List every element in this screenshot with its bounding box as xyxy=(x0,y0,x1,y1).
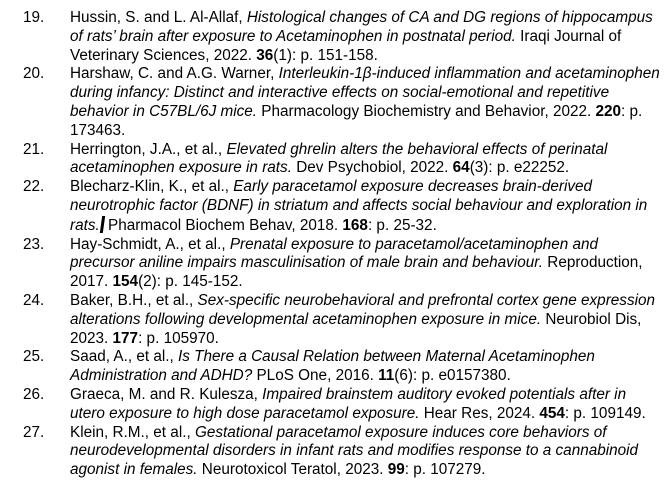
reference-journal: Reproduction, 2017. xyxy=(70,254,643,291)
reference-text xyxy=(70,65,660,140)
reference-journal: Iraqi Journal of Veterinary Sciences, 2022. xyxy=(70,27,622,64)
reference-number: 24. xyxy=(23,291,45,309)
reference-item xyxy=(0,178,668,235)
reference-item xyxy=(0,386,668,424)
reference-volume: 99 xyxy=(387,461,405,479)
reference-journal: PLoS One, 2016. xyxy=(252,367,379,385)
reference-authors: Graeca, M. and R. Kulesza, xyxy=(70,385,263,403)
reference-text xyxy=(70,386,660,424)
reference-text xyxy=(70,141,660,179)
reference-volume: 220 xyxy=(595,102,622,120)
reference-item xyxy=(0,424,668,480)
reference-title: Prenatal exposure to paracetamol/acetaminophen and precursor aniline impairs masculinisation of male brain and behaviour. xyxy=(70,235,599,272)
reference-number: 19. xyxy=(23,9,45,26)
reference-volume: 177 xyxy=(112,329,139,347)
reference-text xyxy=(70,292,660,348)
reference-volume: 11 xyxy=(378,367,395,385)
reference-pages: : p. 25-32. xyxy=(367,216,437,234)
reference-authors: Herrington, J.A., et al., xyxy=(70,140,227,158)
reference-pages: : p. 105970. xyxy=(138,329,219,347)
reference-item xyxy=(0,9,668,65)
reference-authors: Klein, R.M., et al., xyxy=(70,423,195,441)
reference-text xyxy=(70,236,660,292)
reference-title: Sex-specific neurobehavioral and prefrontal cortex gene expression alterations following developmental acetaminophen exposure in mice. xyxy=(70,291,656,328)
reference-title: Is There a Causal Relation between Maternal Acetaminophen Administration and ADHD? xyxy=(70,348,595,385)
reference-authors: Baker, B.H., et al., xyxy=(70,291,198,309)
reference-volume: 168 xyxy=(342,216,368,234)
reference-pages: (2): p. 145-152. xyxy=(138,273,243,291)
reference-volume: 64 xyxy=(452,159,470,177)
reference-authors: Saad, A., et al., xyxy=(70,348,178,366)
reference-item xyxy=(0,348,668,386)
reference-authors: Blecharz-Klin, K., et al., xyxy=(70,178,234,196)
reference-text xyxy=(70,178,660,235)
reference-pages: (6): p. e0157380. xyxy=(394,367,511,385)
reference-text xyxy=(70,9,660,65)
reference-journal: Hear Res, 2024. xyxy=(419,404,540,422)
reference-pages: (3): p. e22252. xyxy=(469,159,570,177)
reference-list xyxy=(0,9,668,480)
reference-volume: 154 xyxy=(112,273,139,291)
reference-item xyxy=(0,65,668,140)
reference-authors: Harshaw, C. and A.G. Warner, xyxy=(70,65,279,83)
reference-item xyxy=(0,292,668,348)
reference-journal: Neurotoxicol Teratol, 2023. xyxy=(197,461,388,479)
reference-journal: Pharmacol Biochem Behav, 2018. xyxy=(103,216,343,234)
reference-journal: Dev Psychobiol, 2022. xyxy=(291,159,453,177)
reference-pages: : p. 173463. xyxy=(70,102,643,139)
reference-item xyxy=(0,236,668,292)
reference-title: Interleukin-1β-induced inflammation and acetaminophen during infancy: Distinct and interactive effects on social-emotional and repetitive behavior in C57BL/6J mice. xyxy=(70,65,660,120)
reference-number: 27. xyxy=(23,423,45,441)
reference-number: 26. xyxy=(23,385,45,403)
reference-title: Early paracetamol exposure decreases brain-derived neurotrophic factor (BDNF) in striatum and affects social behaviour and exploration in rats. xyxy=(70,178,648,234)
reference-text xyxy=(70,348,660,386)
reference-number: 21. xyxy=(23,140,45,158)
reference-item xyxy=(0,141,668,179)
reference-volume: 36 xyxy=(256,46,274,64)
reference-pages: (1): p. 151-158. xyxy=(273,46,378,64)
reference-title: Histological changes of CA and DG regions of hippocampus of rats’ brain after exposure to Acetaminophen in postnatal period. xyxy=(70,9,653,45)
reference-number: 22. xyxy=(23,178,45,196)
reference-text xyxy=(70,424,660,480)
reference-pages: : p. 107279. xyxy=(404,461,486,479)
reference-pages: : p. 109149. xyxy=(564,404,646,422)
reference-journal: Neurobiol Dis, 2023. xyxy=(70,310,642,347)
reference-title: Elevated ghrelin alters the behavioral effects of perinatal acetaminophen exposure in rats. xyxy=(70,140,608,177)
reference-number: 25. xyxy=(23,348,45,366)
reference-title: Impaired brainstem auditory evoked potentials after in utero exposure to high dose paracetamol exposure. xyxy=(70,385,627,422)
reference-volume: 454 xyxy=(539,404,565,422)
reference-authors: Hussin, S. and L. Al-Allaf, xyxy=(70,9,247,26)
reference-authors: Hay-Schmidt, A., et al., xyxy=(70,235,230,253)
reference-number: 23. xyxy=(23,235,45,253)
reference-journal: Pharmacology Biochemistry and Behavior, 2022. xyxy=(257,102,596,120)
reference-title: Gestational paracetamol exposure induces core behaviors of neurodevelopmental disorders in infant rats and modifies response to a cannabinoid agonist in females. xyxy=(70,423,639,479)
reference-number: 20. xyxy=(23,65,45,83)
